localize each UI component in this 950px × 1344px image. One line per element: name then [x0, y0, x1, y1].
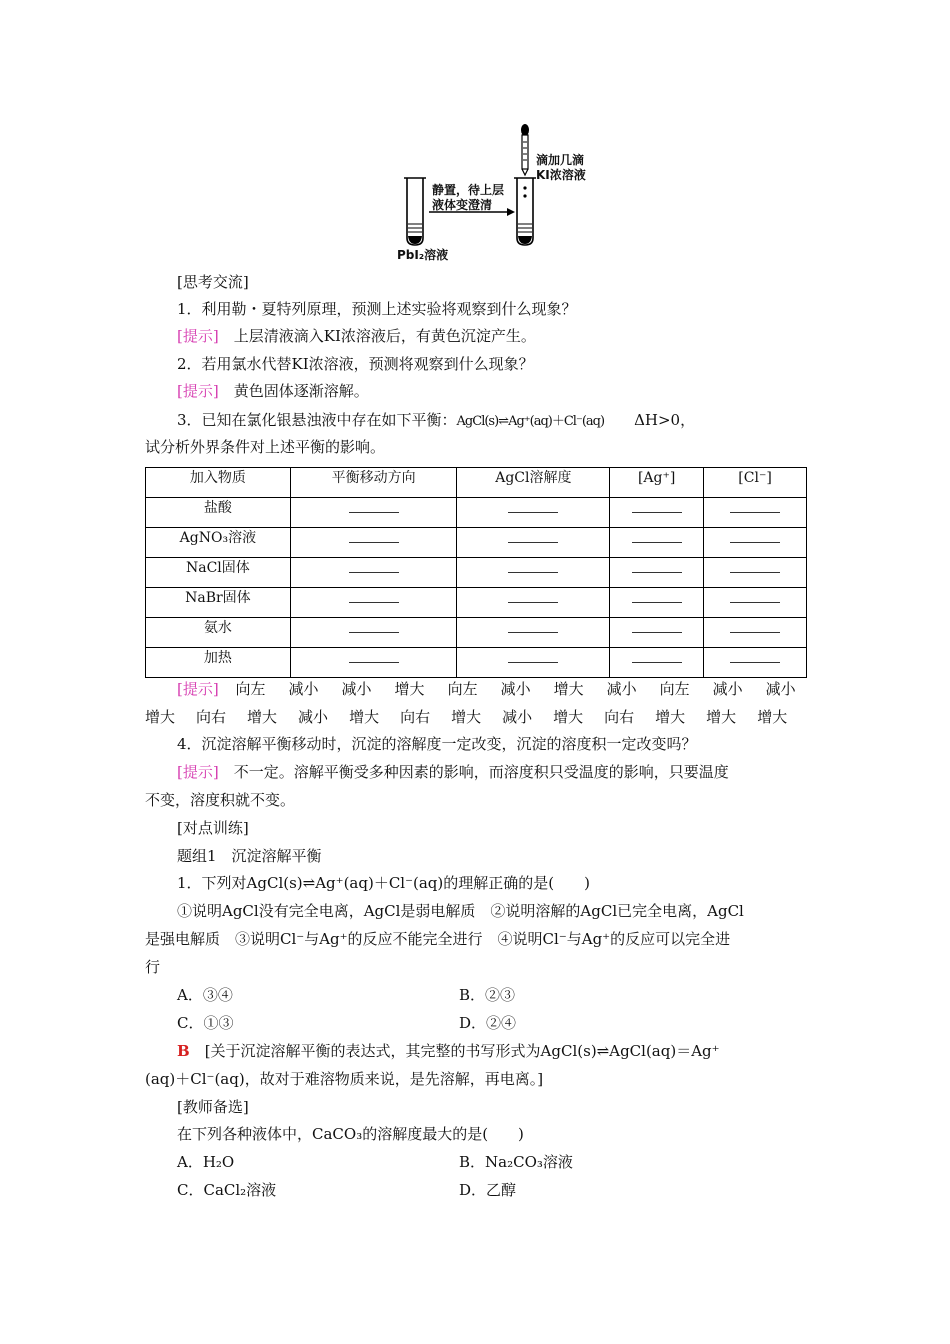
blank-cell: [290, 528, 457, 558]
hint-value: 增大: [349, 708, 380, 726]
hint-value: 向左: [447, 680, 478, 698]
teacher-choice-b: B．Na₂CO₃溶液: [459, 1153, 573, 1171]
teacher-choice-c: C．CaCl₂溶液: [177, 1181, 277, 1199]
blank-cell: [457, 618, 610, 648]
hint-value: 向左: [235, 680, 266, 698]
table-hint-line1: [177, 679, 807, 699]
table-row-label: NaBr固体: [146, 588, 291, 618]
answer-explanation-line1: [177, 1041, 720, 1061]
answer-2-text: 黄色固体逐渐溶解。: [233, 382, 369, 400]
training-option-line2: 是强电解质 ③说明Cl⁻与Ag⁺的反应不能完全进行 ④说明Cl⁻与Ag⁺的反应可以完全进: [145, 930, 731, 948]
blank-cell: [610, 618, 704, 648]
question-3-equation: AgCl(s)⇌Ag⁺(aq)＋Cl⁻(aq): [456, 414, 605, 429]
hint-value: 减小: [502, 708, 533, 726]
blank-cell: [457, 528, 610, 558]
table-row: [146, 618, 807, 648]
hint-value: 增大: [757, 708, 788, 726]
section-heading-think: [思考交流]: [177, 273, 249, 291]
blank-cell: [704, 648, 807, 678]
answer-1: [177, 326, 536, 346]
table-row-label: 氨水: [146, 618, 291, 648]
blank-cell: [457, 558, 610, 588]
table-row-label: 加热: [146, 648, 291, 678]
blank-cell: [704, 528, 807, 558]
right-test-tube: [514, 178, 536, 245]
teacher-choice-d: D．乙醇: [459, 1181, 517, 1199]
answer-4-line2: 不变，溶度积就不变。: [145, 791, 296, 809]
blank-cell: [290, 648, 457, 678]
table-header-cell: [Cl⁻]: [704, 468, 807, 498]
hint-tag: [提示]: [177, 327, 219, 345]
question-2: 2．若用氯水代替KI浓溶液，预测将观察到什么现象？: [177, 355, 534, 373]
hint-value: 向右: [604, 708, 635, 726]
training-heading: [对点训练]: [177, 819, 249, 837]
blank-cell: [704, 498, 807, 528]
figure-dropper-text-1: 滴加几滴: [536, 153, 585, 167]
equilibrium-table: [145, 467, 807, 678]
hint-value: 减小: [288, 680, 319, 698]
blank-cell: [290, 618, 457, 648]
choice-d: D．②④: [459, 1014, 517, 1032]
figure-label-pbi2: PbI₂溶液: [397, 248, 449, 262]
figure-arrow-text-1: 静置，待上层: [432, 183, 505, 197]
question-3-prefix: 3．已知在氯化银悬浊液中存在如下平衡：: [177, 411, 457, 429]
hint-values-line1: [224, 680, 796, 698]
hint-value: 减小: [500, 680, 531, 698]
hint-values-line2: [145, 708, 787, 726]
blank-cell: [610, 558, 704, 588]
table-header-cell: AgCl溶解度: [457, 468, 610, 498]
blank-cell: [290, 588, 457, 618]
blank-cell: [704, 588, 807, 618]
blank-cell: [457, 498, 610, 528]
blank-cell: [610, 648, 704, 678]
answer-1-text: 上层清液滴入KI浓溶液后，有黄色沉淀产生。: [233, 327, 536, 345]
blank-cell: [610, 528, 704, 558]
question-1: 1．利用勒・夏特列原理，预测上述实验将观察到什么现象？: [177, 300, 577, 318]
hint-tag: [提示]: [177, 680, 219, 698]
blank-cell: [457, 648, 610, 678]
choice-b: B．②③: [459, 986, 516, 1004]
training-question-1: 1．下列对AgCl(s)⇌Ag⁺(aq)＋Cl⁻(aq)的理解正确的是( ): [177, 874, 590, 892]
answer-4-line1: [177, 762, 729, 782]
blank-cell: [290, 498, 457, 528]
table-hint-line2: [145, 707, 787, 727]
hint-value: 向右: [196, 708, 227, 726]
answer-explanation-text: [关于沉淀溶解平衡的表达式，其完整的书写形式为AgCl(s)⇌AgCl(aq)＝Ag⁺: [204, 1042, 720, 1060]
hint-value: 减小: [712, 680, 743, 698]
hint-value: 减小: [606, 680, 637, 698]
hint-value: 增大: [706, 708, 737, 726]
table-row-label: NaCl固体: [146, 558, 291, 588]
table-row: [146, 498, 807, 528]
table-header-cell: [Ag⁺]: [610, 468, 704, 498]
teacher-heading: [教师备选]: [177, 1098, 249, 1116]
blank-cell: [290, 558, 457, 588]
answer-explanation-line2: (aq)＋Cl⁻(aq)，故对于难溶物质来说，是先溶解，再电离。]: [145, 1070, 544, 1088]
answer-letter: B: [177, 1042, 190, 1060]
hint-value: 减小: [341, 680, 372, 698]
table-row: [146, 558, 807, 588]
table-row-label: AgNO₃溶液: [146, 528, 291, 558]
table-row: [146, 588, 807, 618]
table-header-cell: 平衡移动方向: [290, 468, 457, 498]
hint-value: 增大: [394, 680, 425, 698]
question-3-line2: 试分析外界条件对上述平衡的影响。: [145, 438, 386, 456]
table-row: [146, 528, 807, 558]
table-header-cell: 加入物质: [146, 468, 291, 498]
hint-tag: [提示]: [177, 763, 219, 781]
figure-arrow-text-2: 液体变澄清: [432, 198, 493, 212]
blank-cell: [704, 618, 807, 648]
table-row: [146, 648, 807, 678]
question-3: [177, 410, 695, 432]
hint-value: 减小: [298, 708, 329, 726]
hint-tag: [提示]: [177, 382, 219, 400]
question-3-dh: ΔH>0，: [634, 411, 696, 429]
hint-value: 增大: [145, 708, 176, 726]
table-header-row: [146, 468, 807, 498]
choice-c: C．①③: [177, 1014, 234, 1032]
blank-cell: [704, 558, 807, 588]
training-option-line1: ①说明AgCl没有完全电离，AgCl是弱电解质 ②说明溶解的AgCl已完全电离，AgCl: [177, 902, 744, 920]
answer-4-text: 不一定。溶解平衡受多种因素的影响，而溶度积只受温度的影响，只要温度: [233, 763, 729, 781]
training-option-line3: 行: [145, 958, 161, 976]
hint-value: 减小: [765, 680, 796, 698]
figure-dropper-text-2: KI浓溶液: [536, 168, 586, 182]
hint-value: 增大: [553, 680, 584, 698]
blank-cell: [457, 588, 610, 618]
training-group: 题组1 沉淀溶解平衡: [177, 847, 322, 865]
dropper: [521, 124, 529, 175]
question-4: 4．沉淀溶解平衡移动时，沉淀的溶解度一定改变，沉淀的溶度积一定改变吗？: [177, 735, 697, 753]
hint-value: 增大: [553, 708, 584, 726]
hint-value: 向右: [400, 708, 431, 726]
blank-cell: [610, 588, 704, 618]
hint-value: 增大: [451, 708, 482, 726]
left-test-tube: [404, 178, 426, 245]
hint-value: 增大: [247, 708, 278, 726]
hint-value: 向左: [659, 680, 690, 698]
teacher-choice-a: A．H₂O: [177, 1153, 235, 1171]
blank-cell: [610, 498, 704, 528]
table-row-label: 盐酸: [146, 498, 291, 528]
choice-a: A．③④: [177, 986, 233, 1004]
teacher-question: 在下列各种液体中，CaCO₃的溶解度最大的是( ): [177, 1125, 524, 1143]
answer-2: [177, 381, 369, 401]
hint-value: 增大: [655, 708, 686, 726]
